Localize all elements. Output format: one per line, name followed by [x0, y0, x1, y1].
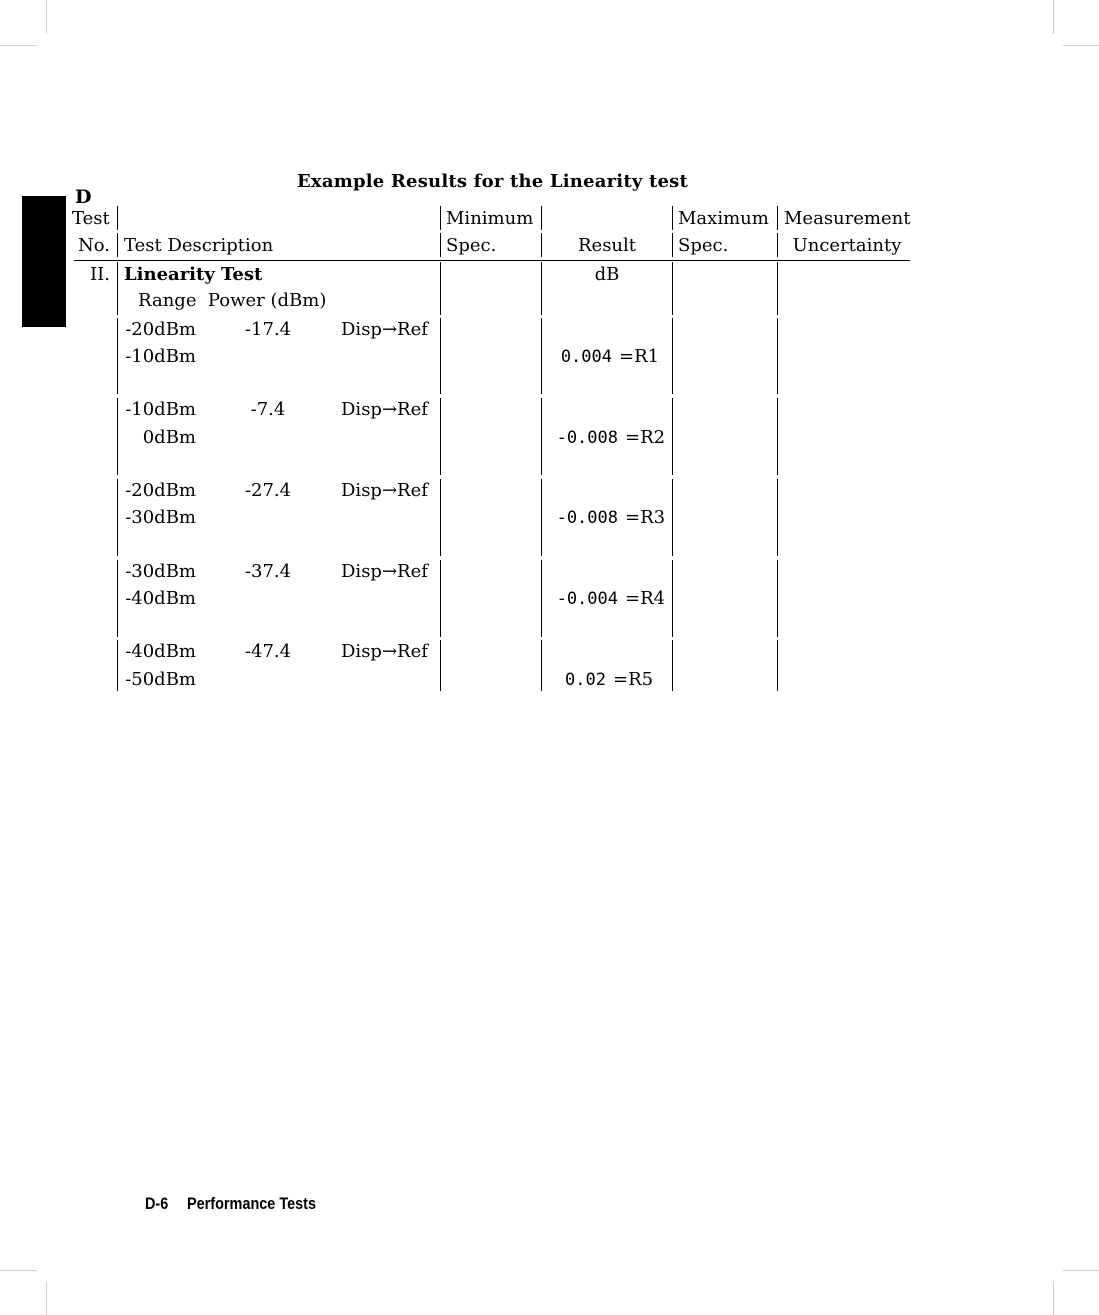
header-uncertainty-1: Measurement — [784, 208, 911, 229]
section-name: Performance Tests — [186, 1194, 317, 1213]
action: Disp→Ref — [341, 561, 428, 582]
result-label: =R1 — [619, 346, 660, 367]
result-label: =R4 — [625, 588, 666, 609]
header-rule — [74, 260, 910, 261]
column-divider — [777, 398, 778, 475]
power-value: -7.4 — [250, 399, 286, 420]
column-divider — [440, 398, 441, 475]
result-label: =R5 — [613, 669, 654, 690]
range-from: -20dBm — [125, 480, 196, 501]
column-divider — [672, 398, 673, 475]
power-value: -47.4 — [244, 641, 292, 662]
result-value: -0.008 — [556, 428, 618, 448]
column-divider — [777, 560, 778, 637]
result-label: =R2 — [625, 427, 666, 448]
result-unit: dB — [594, 264, 620, 285]
column-divider — [117, 318, 118, 394]
action: Disp→Ref — [341, 641, 428, 662]
action: Disp→Ref — [341, 399, 428, 420]
column-divider — [672, 318, 673, 394]
crop-mark — [46, 0, 47, 34]
column-divider — [541, 206, 542, 230]
range-from: -10dBm — [125, 399, 196, 420]
range-from: -40dBm — [125, 641, 196, 662]
power-value: -27.4 — [244, 480, 292, 501]
header-description: Test Description — [124, 235, 274, 256]
column-divider — [777, 206, 778, 230]
column-divider — [440, 318, 441, 394]
result-value: -0.008 — [556, 508, 618, 528]
crop-mark — [46, 1281, 47, 1315]
crop-mark — [1053, 1281, 1054, 1315]
test-number: II. — [90, 264, 110, 285]
crop-mark — [0, 1270, 37, 1271]
column-divider — [672, 262, 673, 315]
power-value: -37.4 — [244, 561, 292, 582]
column-divider — [777, 479, 778, 556]
test-name: Linearity Test — [124, 264, 263, 285]
column-divider — [777, 262, 778, 315]
column-divider — [440, 560, 441, 637]
column-divider — [777, 640, 778, 691]
column-divider — [117, 206, 118, 230]
range-power-subheader: Range Power (dBm) — [138, 290, 327, 311]
range-to: -40dBm — [125, 588, 196, 609]
header-no: No. — [78, 235, 110, 256]
table-title: Example Results for the Linearity test — [297, 171, 688, 192]
page-footer — [145, 1194, 316, 1214]
section-letter: D — [75, 186, 92, 208]
range-to: 0dBm — [142, 427, 196, 448]
column-divider — [541, 233, 542, 257]
column-divider — [440, 640, 441, 691]
column-divider — [117, 262, 118, 315]
range-from: -30dBm — [125, 561, 196, 582]
power-value: -17.4 — [244, 319, 292, 340]
column-divider — [117, 233, 118, 257]
column-divider — [117, 640, 118, 691]
column-divider — [672, 640, 673, 691]
range-to: -10dBm — [125, 346, 196, 367]
column-divider — [672, 560, 673, 637]
column-divider — [440, 233, 441, 257]
column-divider — [117, 398, 118, 475]
header-max-2: Spec. — [678, 235, 729, 256]
column-divider — [672, 479, 673, 556]
action: Disp→Ref — [341, 480, 428, 501]
column-divider — [672, 233, 673, 257]
crop-mark — [1063, 1270, 1099, 1271]
result-value: -0.004 — [556, 589, 618, 609]
result-label: =R3 — [625, 507, 666, 528]
crop-mark — [0, 45, 37, 46]
crop-mark — [1063, 45, 1099, 46]
column-divider — [117, 560, 118, 637]
result-value: 0.004 — [560, 347, 612, 367]
column-divider — [440, 479, 441, 556]
range-to: -30dBm — [125, 507, 196, 528]
header-min-1: Minimum — [446, 208, 534, 229]
header-result: Result — [577, 235, 637, 256]
range-from: -20dBm — [125, 319, 196, 340]
header-min-2: Spec. — [446, 235, 497, 256]
header-max-1: Maximum — [678, 208, 769, 229]
range-to: -50dBm — [125, 669, 196, 690]
column-divider — [777, 318, 778, 394]
action: Disp→Ref — [341, 319, 428, 340]
column-divider — [672, 206, 673, 230]
header-test: Test — [72, 208, 110, 229]
column-divider — [440, 262, 441, 315]
result-value: 0.02 — [565, 670, 606, 690]
column-divider — [117, 479, 118, 556]
section-tab-marker — [22, 196, 66, 327]
column-divider — [777, 233, 778, 257]
page-number: D-6 — [145, 1194, 169, 1213]
crop-mark — [1053, 0, 1054, 34]
header-uncertainty-2: Uncertainty — [792, 235, 902, 256]
column-divider — [440, 206, 441, 230]
